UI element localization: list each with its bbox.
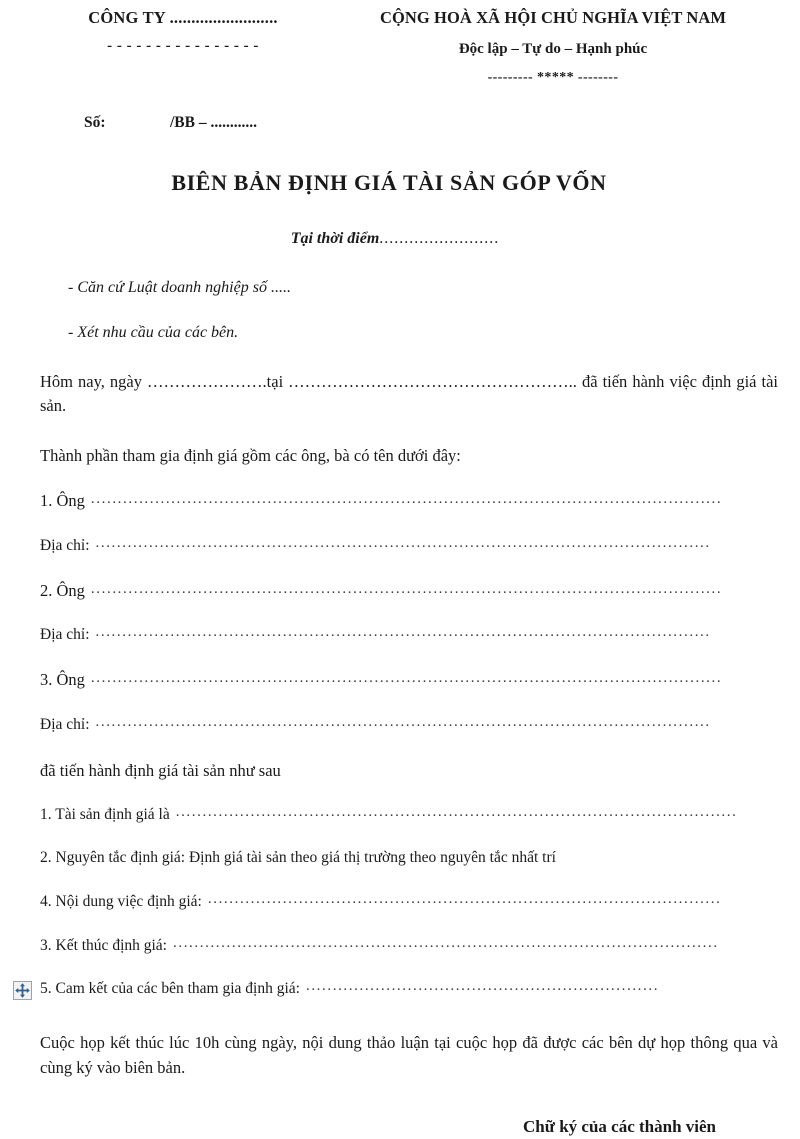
document-number-label: Số: <box>84 114 106 131</box>
closing-paragraph: Cuộc họp kết thúc lúc 10h cùng ngày, nội dung thảo luận tại cuộc họp đã được các bên dự họp thông qua và cùng ký vào biên bản. <box>40 1033 778 1077</box>
title-subtitle <box>0 230 800 248</box>
valuation-item-label: 4. Nội dung việc định giá: <box>40 892 202 910</box>
subtitle-dots: ........................ <box>379 230 500 247</box>
header-right-block <box>340 8 800 86</box>
basis-line-2: - Xét nhu cầu của các bên. <box>68 324 239 342</box>
participant-row <box>40 579 778 604</box>
valuation-item-dotted-field[interactable]: ...................................................................................................... <box>173 934 719 951</box>
participant-row <box>40 668 778 693</box>
signature-heading: Chữ ký của các thành viên <box>523 1116 716 1136</box>
valuation-item-row <box>40 935 778 958</box>
participant-address-label: Địa chỉ: <box>40 626 90 644</box>
participant-address-label: Địa chỉ: <box>40 536 90 554</box>
valuation-item-row <box>40 891 778 914</box>
participant-address-dotted-field[interactable]: ................................................................................................................... <box>95 624 711 641</box>
participant-row <box>40 624 778 647</box>
participant-row <box>40 535 778 558</box>
national-title: CỘNG HOÀ XÃ HỘI CHỦ NGHĨA VIỆT NAM <box>379 8 727 27</box>
participant-dotted-field[interactable]: ...................................................................................................................... <box>90 491 723 508</box>
valuation-intro: đã tiến hành định giá tài sản như sau <box>40 760 281 780</box>
national-motto: Độc lập – Tự do – Hạnh phúc <box>458 41 648 57</box>
header-left-block <box>0 8 340 86</box>
company-name: CÔNG TY ......................... <box>88 8 278 27</box>
valuation-item-dotted-field[interactable]: .................................................................. <box>305 978 660 995</box>
document-header <box>0 0 800 86</box>
valuation-item-principle: 2. Nguyên tắc định giá: Định giá tài sản theo giá thị trường theo nguyên tắc nhất trí <box>40 849 556 867</box>
company-name-rule: - - - - - - - - - - - - - - - - <box>107 38 259 54</box>
valuation-item-row <box>40 804 778 827</box>
document-number-value: /BB – ............ <box>170 114 257 131</box>
document-number-line <box>0 114 800 132</box>
participant-dotted-field[interactable]: ...................................................................................................................... <box>90 670 723 687</box>
valuation-item-row <box>40 978 778 1001</box>
participant-row <box>40 489 778 514</box>
today-paragraph: Hôm nay, ngày ………………….tại …………………………………………….. đã tiến hành việc định giá tài sản. <box>40 372 778 416</box>
participant-label: 1. Ông <box>40 491 85 511</box>
participant-address-dotted-field[interactable]: ................................................................................................................... <box>95 713 711 730</box>
national-separator: --------- ***** -------- <box>487 70 619 85</box>
participants-intro: Thành phần tham gia định giá gồm các ông, bà có tên dưới đây: <box>40 446 461 466</box>
participant-address-dotted-field[interactable]: ................................................................................................................... <box>95 534 711 551</box>
participant-dotted-field[interactable]: ...................................................................................................................... <box>90 580 723 597</box>
valuation-item-label: 1. Tài sản định giá là <box>40 805 170 823</box>
move-handle-icon[interactable] <box>13 981 32 1000</box>
participant-address-label: Địa chỉ: <box>40 715 90 733</box>
valuation-item-label: 5. Cam kết của các bên tham gia định giá: <box>40 980 300 998</box>
subtitle-lead-text: Tại thời điểm <box>290 230 380 247</box>
basis-line-1: - Căn cứ Luật doanh nghiệp số ..... <box>68 279 291 296</box>
page-title: BIÊN BẢN ĐỊNH GIÁ TÀI SẢN GÓP VỐN <box>171 170 607 195</box>
document-body <box>0 276 800 1139</box>
participant-label: 2. Ông <box>40 580 85 600</box>
valuation-item-label: 3. Kết thúc định giá: <box>40 936 167 954</box>
valuation-item-dotted-field[interactable]: ................................................................................................ <box>207 890 722 907</box>
participant-label: 3. Ông <box>40 670 85 690</box>
valuation-item-dotted-field[interactable]: ......................................................................................................... <box>175 803 738 820</box>
participant-row <box>40 714 778 737</box>
